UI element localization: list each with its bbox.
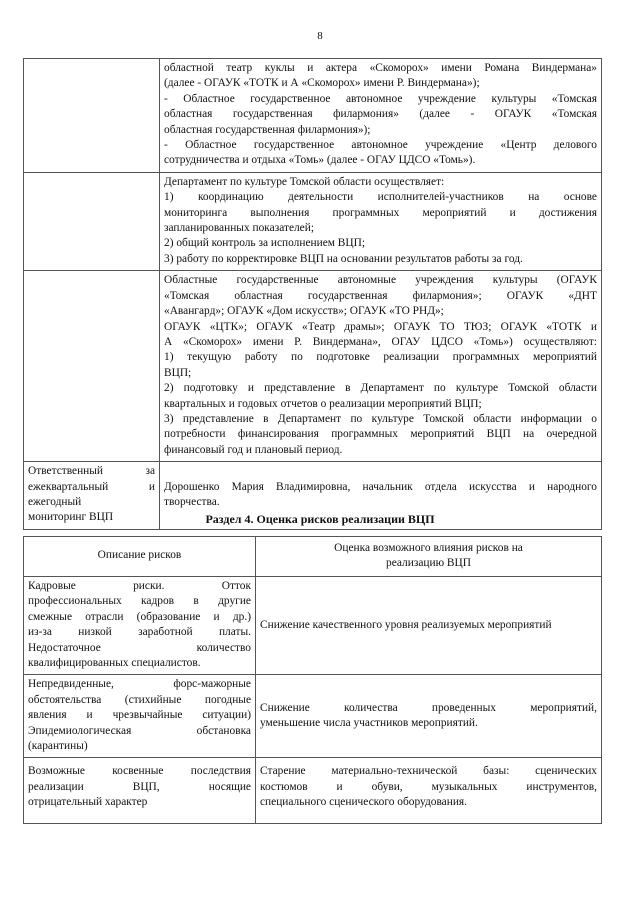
text-line: отрицательный характер — [28, 796, 148, 809]
text-line: Департамент по культуре Томской области осуществляет: — [164, 175, 445, 188]
text-line: областной театр куклы и актера «Скоморох» имени Романа Виндермана» — [164, 62, 597, 74]
text-line: «Томская областная государственная филармония»; ОГАУК «ДНТ — [164, 289, 597, 302]
text-line: финансовый год и плановый период. — [164, 443, 343, 456]
text-line: мониторинг ВЦП — [28, 511, 114, 524]
text-line: квалифицированных специалистов. — [28, 657, 201, 670]
column-header-risks — [24, 537, 256, 577]
text-line: областная государственная филармония» (далее - ОГАУК «Томская — [164, 108, 597, 121]
text-line: (карантины) — [28, 740, 88, 753]
text-line: Оценка возможного влияния рисков на — [334, 541, 523, 554]
text-line: 1) координацию деятельности исполнителей-участников на основе — [164, 191, 597, 204]
risk-impact-cell — [256, 675, 602, 758]
risk-assessment-table — [23, 536, 602, 824]
text-line: ежеквартальный и — [28, 480, 155, 493]
text-line: профессиональных кадров в другие — [28, 595, 251, 608]
table-row — [24, 758, 602, 824]
text-line: Ответственный за — [28, 465, 155, 478]
text-line: «Авангард»; ОГАУК «Дом искусств»; ОГАУК «ТО РНД»; — [164, 305, 444, 318]
text-line: мониторинга выполнения программных мероприятий и достижения — [164, 206, 597, 219]
text-line: запланированных показателей; — [164, 222, 314, 235]
text-line: 2) подготовку и представление в Департамент по культуре Томской области — [164, 382, 597, 395]
text-line: Эпидемиологическая обстановка — [28, 724, 251, 737]
table-cell-empty — [24, 271, 160, 462]
text-line: ВЦП; — [164, 366, 192, 379]
text-line: ОГАУК «ЦТК»; ОГАУК «Театр драмы»; ОГАУК ТО ТЮЗ; ОГАУК «ТОТК и — [164, 320, 597, 333]
table-cell-empty — [24, 172, 160, 270]
text-line: Старение материально-технической базы: сценических — [260, 765, 597, 778]
text-line: Недостаточное количество — [28, 641, 251, 654]
text-line: Снижение количества проведенных мероприятий, — [260, 701, 597, 714]
text-line: А «Скоморох» имени Р. Виндермана», ОГАУ ЦДСО «Томь») осуществляют: — [164, 335, 597, 348]
section-title: Раздел 4. Оценка рисков реализации ВЦП — [205, 512, 435, 526]
department-duties-cell — [160, 172, 602, 270]
risk-impact-cell — [256, 577, 602, 675]
risk-description-cell — [24, 577, 256, 675]
table-row — [24, 577, 602, 675]
participants-list-cell — [160, 59, 602, 173]
page-number: 8 — [317, 30, 323, 42]
text-line: Кадровые риски. Отток — [28, 580, 251, 592]
text-line: реализации ВЦП, носящие — [28, 780, 251, 793]
text-line: Описание рисков — [97, 549, 182, 562]
text-line: смежные отрасли (образование и др.) — [28, 610, 251, 623]
text-line: ежегодный — [28, 495, 82, 508]
text-line: - Областное государственное автономное учреждение культуры «Томская — [164, 92, 597, 105]
table-row — [24, 271, 602, 462]
text-line: уменьшение числа участников мероприятий. — [260, 716, 478, 729]
text-line: квартальных и годовых отчетов о реализации мероприятий ВЦП; — [164, 397, 482, 410]
text-line: Дорошенко Мария Владимировна, начальник отдела искусства и народного — [164, 480, 597, 493]
text-line: областная государственная филармония»); — [164, 123, 371, 136]
text-line: потребности финансирования программных мероприятий ВЦП на очередной — [164, 428, 597, 441]
text-line: 3) представление в Департамент по культуре Томской области информации о — [164, 412, 597, 425]
table-header-row — [24, 537, 602, 577]
text-line: сотрудничества и отдыха «Томь» (далее - ОГАУ ЦДСО «Томь»). — [164, 154, 476, 167]
institutions-duties-cell — [160, 271, 602, 462]
text-line: - Областное государственное автономное учреждение «Центр делового — [164, 139, 597, 152]
text-line: (далее - ОГАУК «ТОТК и А «Скоморох» имени Р. Виндермана»); — [164, 77, 480, 90]
text-line: костюмов и обуви, музыкальных инструментов, — [260, 780, 597, 793]
text-line: реализацию ВЦП — [386, 557, 471, 569]
table-row — [24, 172, 602, 270]
text-line: специального сценического оборудования. — [260, 796, 468, 809]
text-line: Снижение качественного уровня реализуемых мероприятий — [260, 618, 552, 631]
text-line: из-за низкой заработной платы. — [28, 626, 251, 639]
text-line: 3) работу по корректировке ВЦП на основании результатов работы за год. — [164, 252, 523, 265]
text-line: обстоятельства (стихийные погодные — [28, 693, 251, 706]
text-line: явления и чрезвычайные ситуации) — [28, 709, 251, 722]
risk-impact-cell — [256, 758, 602, 824]
risk-description-cell — [24, 758, 256, 824]
table-row — [24, 59, 602, 173]
column-header-impact — [256, 537, 602, 577]
risk-description-cell — [24, 675, 256, 758]
text-line: Возможные косвенные последствия — [28, 765, 251, 778]
text-line: творчества. — [164, 495, 220, 508]
text-line: 2) общий контроль за исполнением ВЦП; — [164, 237, 366, 250]
responsibility-table — [23, 58, 602, 530]
text-line: Областные государственные автономные учреждения культуры (ОГАУК — [164, 274, 597, 287]
table-cell-empty — [24, 59, 160, 173]
text-line: Непредвиденные, форс-мажорные — [28, 678, 251, 691]
table-row — [24, 675, 602, 758]
text-line: 1) текущую работу по подготовке реализации программных мероприятий — [164, 351, 597, 364]
